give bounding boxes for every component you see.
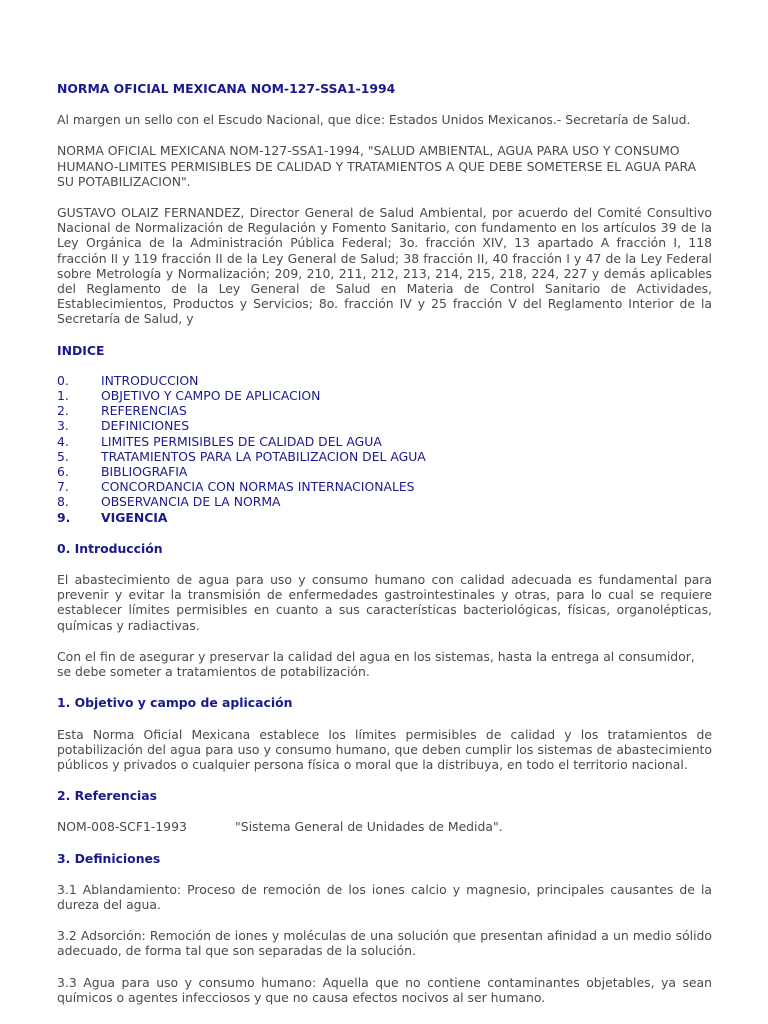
index-item: 8. OBSERVANCIA DE LA NORMA	[57, 494, 281, 510]
index-item: 1. OBJETIVO Y CAMPO DE APLICACION	[57, 388, 321, 404]
introduccion-heading: 0. Introducción	[57, 540, 163, 556]
introduccion-paragraph-1: El abastecimiento de agua para uso y consumo humano con calidad adecuada es fundamental para prevenir y evitar la transmisión de enfermedades gastrointestinales y otras, para lo cual se requiere establecer límites permisibles en cuanto a sus características bacteriológicas, físicas, organolépticas, químicas y radiactivas.	[57, 572, 712, 633]
index-item: 5. TRATAMIENTOS PARA LA POTABILIZACION DEL AGUA	[57, 448, 426, 464]
definiciones-heading: 3. Definiciones	[57, 850, 161, 866]
signatory-paragraph: GUSTAVO OLAIZ FERNANDEZ, Director General de Salud Ambiental, por acuerdo del Comité Consultivo Nacional de Normalización de Regulación y Fomento Sanitario, con fundamento en los artículos 39 de la Ley Orgánica de la Administración Pública Federal; 3o. fracción XIV, 13 apartado A fracción I, 118 fracción II y 119 fracción II de la Ley General de Salud; 38 fracción II, 40 fracción I y 47 de la Ley Federal sobre Metrología y Normalización; 209, 210, 211, 212, 213, 214, 215, 218, 224, 227 y demás aplicables del Reglamento de la Ley General de Salud en Materia de Control Sanitario de Actividades, Establecimientos, Productos y Servicios; 8o. fracción IV y 25 fracción V del Reglamento Interior de la Secretaría de Salud, y	[57, 205, 712, 327]
introduccion-paragraph-2: Con el fin de asegurar y preservar la calidad del agua en los sistemas, hasta la entrega al consumidor, se debe someter a tratamientos de potabilización.	[57, 648, 695, 680]
margin-paragraph: Al margen un sello con el Escudo Nacional, que dice: Estados Unidos Mexicanos.- Secretaría de Salud.	[57, 112, 691, 128]
referencias-heading: 2. Referencias	[57, 788, 158, 804]
index-item: 3. DEFINICIONES	[57, 418, 190, 434]
index-item: 7. CONCORDANCIA CON NORMAS INTERNACIONALES	[57, 479, 415, 495]
index-item: 4. LIMITES PERMISIBLES DE CALIDAD DEL AGUA	[57, 433, 382, 449]
index-item: 6. BIBLIOGRAFIA	[57, 464, 188, 480]
definition-3-2: 3.2 Adsorción: Remoción de iones y moléculas de una solución que presentan afinidad a un medio sólido adecuado, de forma tal que son separadas de la solución.	[57, 928, 712, 959]
norm-name-paragraph: NORMA OFICIAL MEXICANA NOM-127-SSA1-1994, "SALUD AMBIENTAL, AGUA PARA USO Y CONSUMO HUMANO-LIMITES PERMISIBLES DE CALIDAD Y TRATAMIENTOS A QUE DEBE SOMETERSE EL AGUA PARA SU POTABILIZACION".	[57, 143, 697, 189]
definition-3-1: 3.1 Ablandamiento: Proceso de remoción de los iones calcio y magnesio, principales causantes de la dureza del agua.	[57, 881, 712, 912]
reference-code: NOM-008-SCF1-1993	[57, 819, 187, 835]
index-heading: INDICE	[57, 342, 105, 358]
index-item: 2. REFERENCIAS	[57, 403, 187, 419]
definition-3-3: 3.3 Agua para uso y consumo humano: Aquella que no contiene contaminantes objetables, ya sean químicos o agentes infecciosos y que no causa efectos nocivos al ser humano.	[57, 974, 712, 1005]
reference-entry	[57, 819, 712, 834]
objetivo-paragraph: Esta Norma Oficial Mexicana establece los límites permisibles de calidad y los tratamientos de potabilización del agua para uso y consumo humano, que deben cumplir los sistemas de abastecimiento públicos y privados o cualquier persona física o moral que la distribuya, en todo el territorio nacional.	[57, 726, 712, 772]
index-item: 9. VIGENCIA	[57, 509, 168, 525]
index-list	[57, 373, 712, 525]
document-title: NORMA OFICIAL MEXICANA NOM-127-SSA1-1994	[57, 81, 396, 96]
index-item: 0. INTRODUCCION	[57, 372, 199, 388]
reference-title: "Sistema General de Unidades de Medida".	[235, 819, 503, 835]
objetivo-heading: 1. Objetivo y campo de aplicación	[57, 695, 293, 711]
